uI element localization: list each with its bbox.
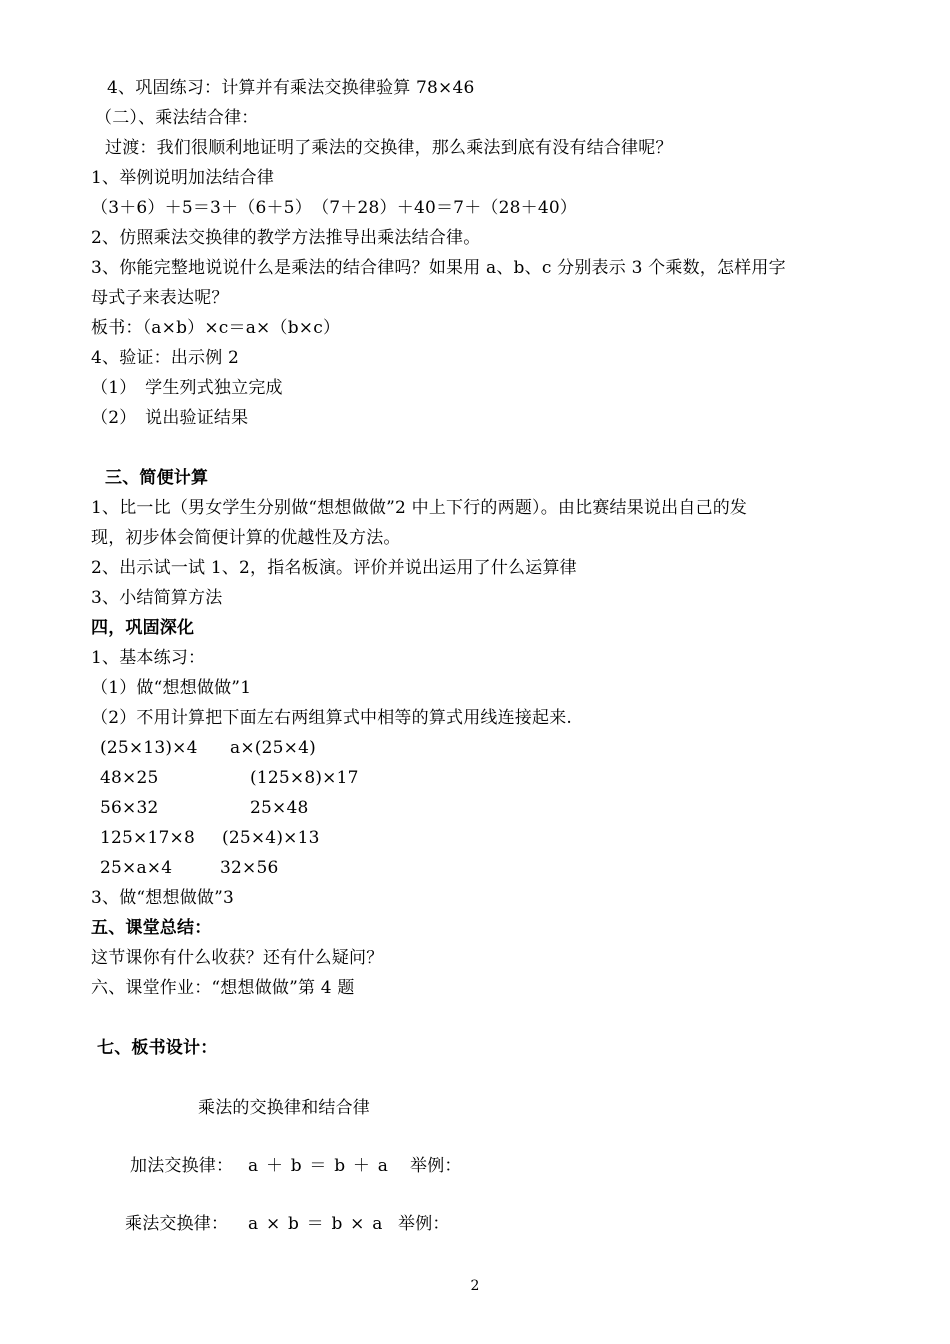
board-title: 乘法的交换律和结合律 xyxy=(198,1098,370,1118)
line-item-1: 1、举例说明加法结合律 xyxy=(91,168,275,188)
line-item-2: 2、仿照乘法交换律的教学方法推导出乘法结合律。 xyxy=(91,228,481,248)
line-verify: 4、验证：出示例 2 xyxy=(91,348,240,368)
board-addition-label: 加法交换律： xyxy=(130,1156,234,1176)
line-compare-cont: 现，初步体会简便计算的优越性及方法。 xyxy=(91,528,401,548)
line-try: 2、出示试一试 1、2，指名板演。评价并说出运用了什么运算律 xyxy=(91,558,577,578)
line-summary-question: 这节课你有什么收获？还有什么疑问？ xyxy=(91,948,384,968)
section-heading-consolidate: 四，巩固深化 xyxy=(91,618,195,638)
line-transition: 过渡：我们很顺利地证明了乘法的交换律，那么乘法到底有没有结合律呢？ xyxy=(105,138,673,158)
page-number: 2 xyxy=(470,1278,480,1294)
match-right-5: 32×56 xyxy=(220,858,279,878)
section-heading-simple-calc: 三、简便计算 xyxy=(105,468,209,488)
line-practice-b: （2）不用计算把下面左右两组算式中相等的算式用线连接起来. xyxy=(91,708,573,728)
line-basic-practice: 1、基本练习： xyxy=(91,648,206,668)
match-right-4: (25×4)×13 xyxy=(222,828,320,848)
board-addition-formula: a ＋ b ＝ b ＋ a xyxy=(248,1156,389,1176)
match-left-2: 48×25 xyxy=(100,768,159,788)
board-multiplication-label: 乘法交换律： xyxy=(125,1214,229,1234)
line-addition-examples: （3＋6）＋5＝3＋（6＋5） （7＋28）＋40＝7＋（28＋40） xyxy=(91,198,578,218)
board-multiplication-example: 举例： xyxy=(398,1214,450,1234)
match-right-3: 25×48 xyxy=(250,798,309,818)
board-addition-example: 举例： xyxy=(410,1156,462,1176)
line-item-3-cont: 母式子来表达呢？ xyxy=(91,288,229,308)
match-right-2: (125×8)×17 xyxy=(250,768,359,788)
line-homework: 六、课堂作业：“想想做做”第 4 题 xyxy=(91,978,355,998)
line-board-formula: 板书：（a×b）×c＝a×（b×c） xyxy=(91,318,341,338)
line-practice-4: 4、巩固练习：计算并有乘法交换律验算 78×46 xyxy=(107,78,475,98)
match-left-4: 125×17×8 xyxy=(100,828,195,848)
line-verify-2: （2） 说出验证结果 xyxy=(91,408,249,428)
line-compare: 1、比一比（男女学生分别做“想想做做”2 中上下行的两题）。由比赛结果说出自己的发 xyxy=(91,498,748,518)
line-practice-3: 3、做“想想做做”3 xyxy=(91,888,235,908)
match-left-1: (25×13)×4 xyxy=(100,738,198,758)
match-left-3: 56×32 xyxy=(100,798,159,818)
section-heading-summary: 五、课堂总结： xyxy=(91,918,212,938)
match-left-5: 25×a×4 xyxy=(100,858,173,878)
line-item-3: 3、你能完整地说说什么是乘法的结合律吗？如果用 a、b、c 分别表示 3 个乘数，怎样用字 xyxy=(91,258,786,278)
section-heading-associative: （二）、乘法结合律： xyxy=(95,108,259,128)
line-practice-a: （1）做“想想做做”1 xyxy=(91,678,252,698)
board-multiplication-formula: a × b ＝ b × a xyxy=(248,1214,383,1234)
line-summary-method: 3、小结简算方法 xyxy=(91,588,223,608)
line-verify-1: （1） 学生列式独立完成 xyxy=(91,378,283,398)
match-right-1: a×(25×4) xyxy=(230,738,316,758)
section-heading-board-design: 七、板书设计： xyxy=(97,1038,218,1058)
